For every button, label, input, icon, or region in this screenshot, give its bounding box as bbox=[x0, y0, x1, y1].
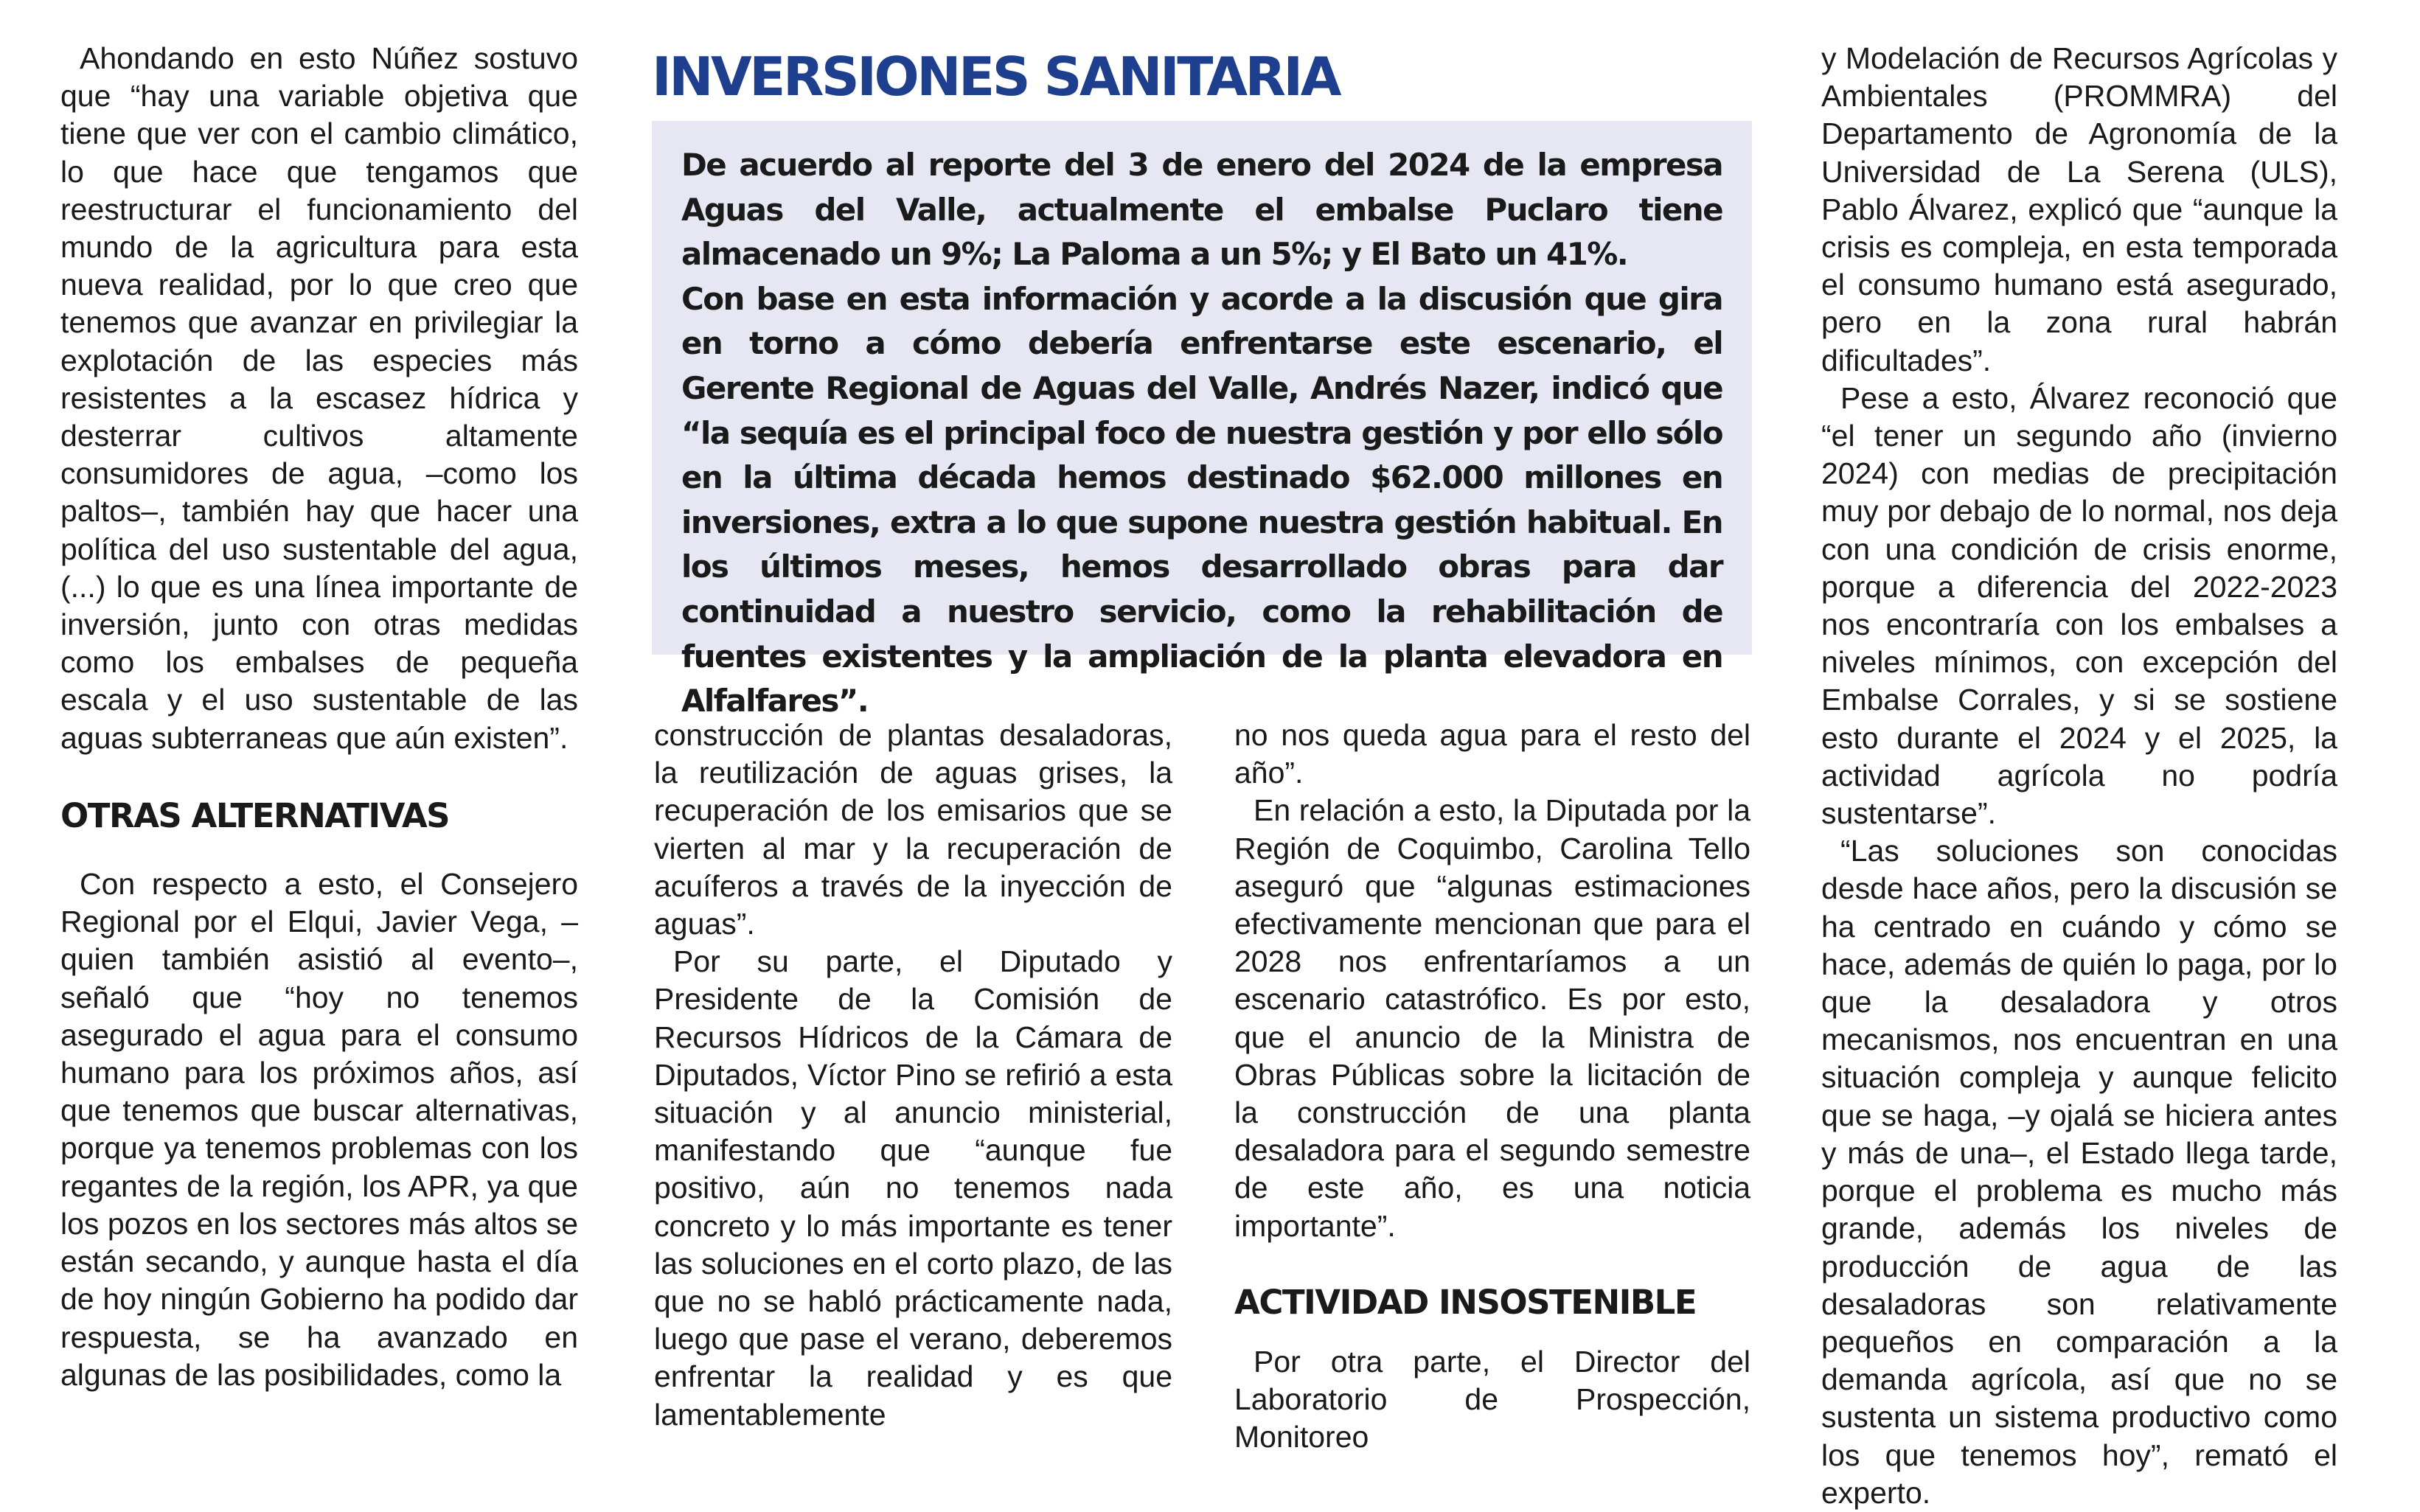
headline-inversiones-sanitaria: INVERSIONES SANITARIA bbox=[652, 46, 1339, 108]
paragraph-director-intro: Por otra parte, el Director del Laboratorio de Prospección, Monitoreo bbox=[1234, 1345, 1750, 1454]
article-column-3 bbox=[1234, 717, 1750, 1457]
paragraph-expert-closing: “Las soluciones son conocidas desde hace años, pero la discusión se ha centrado en cuándo y cómo se hace, además de quién lo paga, por lo que la desaladora y otros mecanismos, nos encuentran en una situación compleja y aunque felicito que se haga, –y ojalá se hiciera antes y más de una–, el Estado llega tarde, porque el problema es mucho más grande, además los niveles de producción de agua de las desaladoras son relativamente pequeños en comparación a la demanda agrícola, así que no se sustenta un sistema productivo como los que tenemos hoy”, remató el experto. bbox=[1821, 834, 2337, 1510]
box-paragraph-nazer-quote: Con base en esta información y acorde a la discusión que gira en torno a cómo debería enfrentarse este escenario, el Gerente Regional de Aguas del Valle, Andrés Nazer, indicó que “la sequía es el principal foco de nuestra gestión y por ello sólo en la última década hemos destinado $62.000 millones en inversiones, extra a lo que supone nuestra gestión habitual. En los últimos meses, hemos desarrollado obras para dar continuidad a nuestro servicio, como la rehabilitación de fuentes existentes y la ampliación de la planta elevadora en Alfalfares”. bbox=[681, 280, 1722, 720]
article-column-4 bbox=[1821, 40, 2337, 1512]
paragraph-alvarez-recognition: Pese a esto, Álvarez reconoció que “el tener un segundo año (invierno 2024) con medias de precipitación muy por debajo de lo normal, nos deja con una condición de crisis enorme, porque a diferencia del 2022-2023 nos encontraría con los embalses a niveles mínimos, con excepción del Embalse Corrales, y si se sostiene esto durante el 2024 y el 2025, la actividad agrícola no podría sustentarse”. bbox=[1821, 380, 2337, 831]
paragraph-tello-quote: En relación a esto, la Diputada por la Región de Coquimbo, Carolina Tello aseguró que “algunas estimaciones efectivamente mencionan que para el 2028 nos enfrentaríamos a un escenario catastrófico. Es por esto, que el anuncio de la Ministra de Obras Públicas sobre la licitación de la construcción de una planta desaladora para el segundo semestre de este año, es una noticia importante”. bbox=[1234, 793, 1750, 1243]
article-column-1 bbox=[60, 40, 578, 1394]
paragraph-nunez-quote: Ahondando en esto Núñez sostuvo que “hay una variable objetiva que tiene que ver con el cambio climático, lo que hace que tengamos que reestructurar el funcionamiento del mundo de la agricultura para esta nueva realidad, por lo que creo que tenemos que avanzar en privilegiar la explotación de las especies más resistentes a la escasez hídrica y desterrar cultivos altamente consumidores de agua, –como los paltos–, también hay que hacer una política del uso sustentable del agua, (...) lo que es una línea importante de inversión, junto con otras medidas como los embalses de pequeña escala y el uso sustentable de las aguas subterraneas que aún existen”. bbox=[60, 41, 578, 755]
paragraph-pino-quote: Por su parte, el Diputado y Presidente de la Comisión de Recursos Hídricos de la Cámara de Diputados, Víctor Pino se refirió a esta situación y al anuncio ministerial, manifestando que “aunque fue positivo, aún no tenemos nada concreto y lo más importante es tener las soluciones en el corto plazo, de las que no se habló prácticamente nada, luego que pase el verano, deberemos enfrentar la realidad y es que lamentablemente bbox=[654, 944, 1172, 1432]
subheading-otras-alternativas: OTRAS ALTERNATIVAS bbox=[60, 795, 450, 835]
paragraph-resto-del-ano: no nos queda agua para el resto del año”. bbox=[1234, 718, 1750, 790]
article-column-2 bbox=[654, 717, 1172, 1434]
paragraph-desaladoras: construcción de plantas desaladoras, la reutilización de aguas grises, la recuperación de los emisarios que se vierten al mar y la recuperación de acuíferos a través de la inyección de aguas”. bbox=[654, 718, 1172, 941]
paragraph-vega-quote: Con respecto a esto, el Consejero Regional por el Elqui, Javier Vega, –quien también asistió al evento–, señaló que “hoy no tenemos asegurado el agua para el consumo humano para los próximos años, así que tenemos que buscar alternativas, porque ya tenemos problemas con los regantes de la región, los APR, ya que los pozos en los sectores más altos se están secando, y aunque hasta el día de hoy ningún Gobierno ha podido dar respuesta, se ha avanzado en algunas de las posibilidades, como la bbox=[60, 867, 578, 1392]
paragraph-alvarez-explanation: y Modelación de Recursos Agrícolas y Ambientales (PROMMRA) del Departamento de Agronomía de la Universidad de La Serena (ULS), Pablo Álvarez, explicó que “aunque la crisis es compleja, en esta temporada el consumo humano está asegurado, pero en la zona rural habrán dificultades”. bbox=[1821, 41, 2337, 377]
box-paragraph-report: De acuerdo al reporte del 3 de enero del 2024 de la empresa Aguas del Valle, actualmente el embalse Puclaro tiene almacenado un 9%; La Paloma a un 5%; y El Bato un 41%. bbox=[681, 147, 1722, 273]
subheading-actividad-insostenible: ACTIVIDAD INSOSTENIBLE bbox=[1234, 1282, 1697, 1322]
highlight-box bbox=[652, 121, 1752, 720]
